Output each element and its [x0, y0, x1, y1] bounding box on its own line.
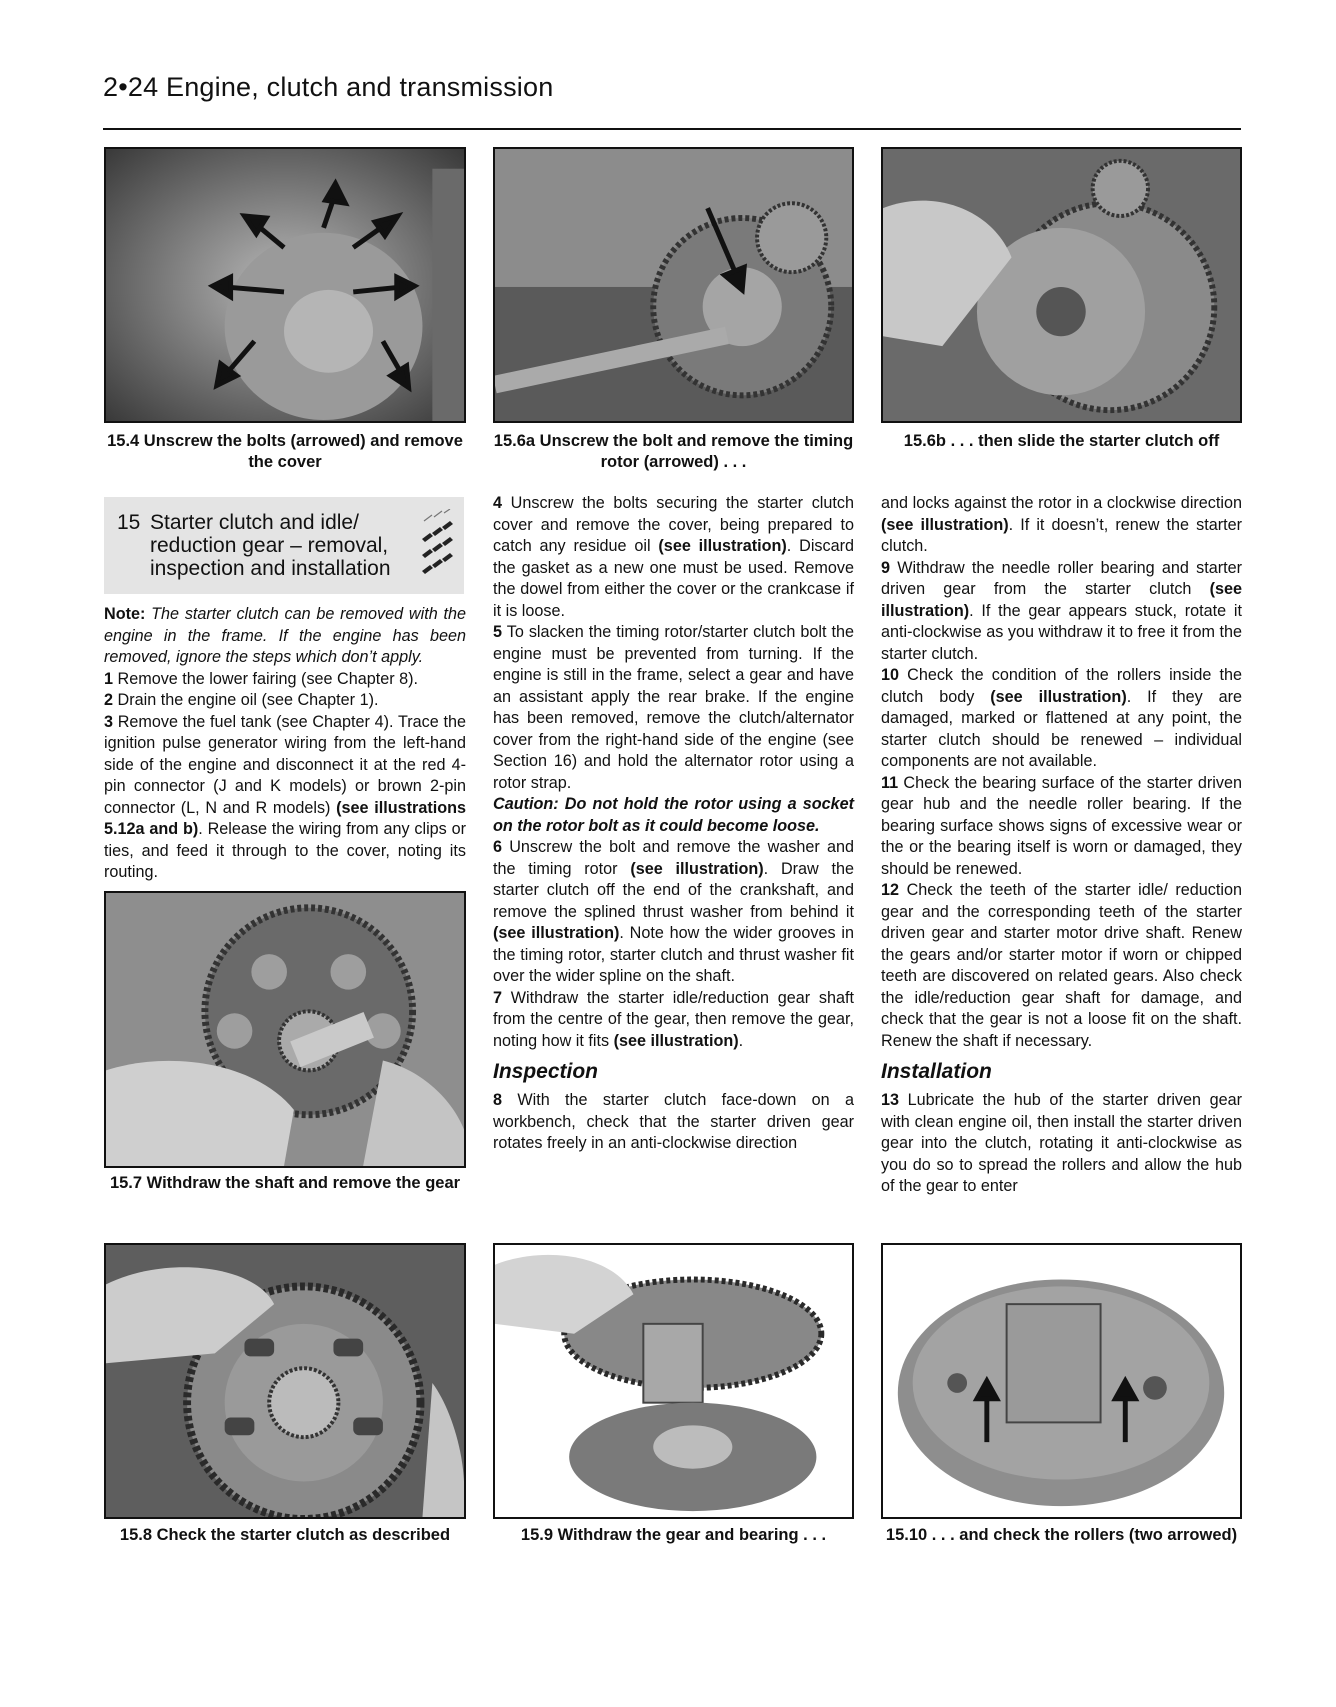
note-text: The starter clutch can be removed with the engine in the frame. If the engine has been removed, ignore the steps which don’t apply. — [104, 605, 466, 666]
step-text: and locks against the rotor in a clockwise direction — [881, 494, 1242, 512]
step-text: Check the condition of the rollers inside the clutch body — [881, 666, 1242, 706]
step-9 — [881, 558, 1242, 666]
step-text: Check the teeth of the starter idle/ reduction gear and the corresponding teeth of the starter driven gear and starter motor drive shaft. Renew the gears and/or starter motor if worn or chipped teeth are discovered on related gears. Also check the idle/reduction gear shaft for damage, and check that the gear is not a loose fit on the shaft. Renew the shaft if necessary. — [881, 881, 1242, 1050]
note-paragraph — [104, 604, 466, 669]
step-text: Remove the fuel tank (see Chapter 4). Trace the ignition pulse generator wiring from the left-hand side of the engine and disconnect it at the red 4-pin connector (J and K models) or brown 2-pin connector (L, N and R models) — [104, 712, 466, 817]
caution-text: Caution: Do not hold the rotor using a socket on the rotor bolt as it could become loose. — [493, 795, 854, 835]
step-number: 5 — [493, 623, 503, 641]
step-text: Unscrew the bolts securing the starter clutch cover and remove the cover, being prepared to catch any residue oil — [493, 494, 854, 555]
section-heading-box — [104, 497, 464, 594]
illustration-reference: (see illustration) — [613, 1031, 739, 1050]
photo-15-8 — [104, 1243, 466, 1519]
step-number: 11 — [881, 773, 899, 792]
illustration-reference: (see illustration) — [881, 580, 1242, 620]
photo-15-6a — [493, 147, 854, 423]
spanner-rating-icon — [418, 509, 454, 583]
note-label: Note: — [104, 605, 146, 623]
step-8-continued — [881, 493, 1242, 558]
step-text: Withdraw the needle roller bearing and starter driven gear from the starter clutch — [881, 558, 1242, 598]
step-text: . If the gear appears stuck, rotate it anti-clockwise as you withdraw it to free it from the starter clutch. — [881, 601, 1242, 663]
caption-15-6b: 15.6b . . . then slide the starter clutch off — [903, 432, 1220, 450]
installation-heading: Installation — [881, 1060, 992, 1083]
step-text: With the starter clutch face-down on a workbench, check that the starter driven gear rotates freely in an anti-clockwise direction — [493, 1091, 854, 1152]
step-text: Unscrew the bolt and remove the washer and the timing rotor — [493, 838, 854, 878]
step-11 — [881, 773, 1242, 881]
step-4 — [493, 493, 854, 622]
step-7 — [493, 988, 854, 1053]
step-number: 3 — [104, 712, 114, 731]
photo-15-7 — [104, 891, 466, 1168]
caption-15-4: 15.4 Unscrew the bolts (arrowed) and remove the cover — [107, 432, 463, 471]
step-number: 10 — [881, 666, 900, 684]
inspection-heading: Inspection — [493, 1060, 599, 1083]
step-number: 8 — [493, 1091, 503, 1109]
step-10 — [881, 665, 1242, 773]
photo-15-4 — [104, 147, 466, 423]
section-number: 15 — [117, 511, 141, 534]
caption-15-7: 15.7 Withdraw the shaft and remove the gear — [109, 1174, 461, 1192]
step-text: . Draw the starter clutch off the end of the crankshaft, and remove the splined thrust washer from behind it — [493, 859, 854, 921]
photo-15-6b — [881, 147, 1242, 423]
step-number: 9 — [881, 558, 891, 577]
photo-15-9 — [493, 1243, 854, 1519]
illustration-reference: (see illustration) — [493, 924, 620, 942]
step-text: . If they are damaged, marked or flattened at any point, the starter clutch should be renewed – individual components are not available. — [881, 687, 1242, 770]
step-6 — [493, 837, 854, 988]
step-text: Lubricate the hub of the starter driven gear with clean engine oil, then install the starter driven gear into the clutch, rotating it anti-clockwise as you do so to spread the rollers and allow the hub of the gear to enter — [881, 1091, 1242, 1195]
text-column-1 — [104, 604, 466, 884]
illustration-reference: (see illustration) — [881, 515, 1009, 534]
photo-15-10 — [881, 1243, 1242, 1519]
step-text: . Discard the gasket as a new one must be used. Remove the dowel from either the cover or the crankcase if it is loose. — [493, 537, 854, 620]
caption-15-8: 15.8 Check the starter clutch as described — [119, 1526, 451, 1544]
section-subtitle: – removal, inspection and installation — [150, 534, 391, 580]
step-text: . If it doesn’t, renew the starter clutch. — [881, 515, 1243, 555]
step-text: Withdraw the starter idle/reduction gear shaft from the centre of the gear, then remove the gear, noting how it fits — [493, 988, 854, 1050]
caption-15-9: 15.9 Withdraw the gear and bearing . . . — [520, 1526, 827, 1544]
step-2 — [104, 690, 466, 712]
running-head: 2•24 Engine, clutch and transmission — [103, 72, 554, 102]
step-text: . Release the wiring from any clips or ties, and feed it through to the cover, noting its routing. — [104, 820, 466, 881]
step-number: 2 — [104, 691, 114, 709]
illustration-reference: (see illustration) — [630, 859, 764, 878]
caption-15-6a: 15.6a Unscrew the bolt and remove the timing rotor (arrowed) . . . — [493, 432, 854, 471]
step-8 — [493, 1090, 854, 1155]
illustration-reference: (see illustration) — [658, 537, 787, 555]
illustration-reference: (see illustration) — [990, 687, 1127, 706]
text-column-3 — [881, 493, 1242, 1198]
step-number: 6 — [493, 838, 503, 856]
step-text: . Note how the wider grooves in the timing rotor, starter clutch and thrust washer fit over the wider spline on the shaft. — [493, 924, 854, 985]
illustration-reference: (see illustrations 5.12a and b) — [104, 798, 466, 838]
step-13 — [881, 1090, 1242, 1198]
step-text: . — [738, 1031, 744, 1050]
section-title: Starter clutch and idle/ reduction gear — [150, 511, 359, 557]
step-number: 1 — [104, 669, 114, 688]
step-1 — [104, 669, 466, 691]
step-text: Remove the lower fairing (see Chapter 8). — [113, 669, 419, 688]
step-number: 4 — [493, 494, 503, 512]
step-number: 7 — [493, 988, 503, 1007]
step-12 — [881, 880, 1242, 1052]
step-number: 12 — [881, 881, 900, 899]
text-column-2 — [493, 493, 854, 1155]
step-3 — [104, 712, 466, 884]
header-rule — [103, 128, 1241, 130]
step-text: To slacken the timing rotor/starter clutch bolt the engine must be prevented from turning. If the engine is still in the frame, select a gear and have an assistant apply the rear brake. If the engine has been removed, remove the clutch/alternator cover from the right-hand side of the engine (see Section 16) and hold the alternator rotor using a rotor strap. — [493, 623, 854, 792]
step-text: Check the bearing surface of the starter driven gear hub and the needle roller bearing. If the bearing surface shows signs of excessive wear or the or the bearing itself is worn or damaged, they should be renewed. — [881, 773, 1242, 878]
step-5 — [493, 622, 854, 794]
caption-15-10: 15.10 . . . and check the rollers (two arrowed) — [885, 1526, 1238, 1544]
caution-paragraph — [493, 794, 854, 837]
step-text: Drain the engine oil (see Chapter 1). — [113, 691, 379, 709]
step-number: 13 — [881, 1091, 900, 1109]
